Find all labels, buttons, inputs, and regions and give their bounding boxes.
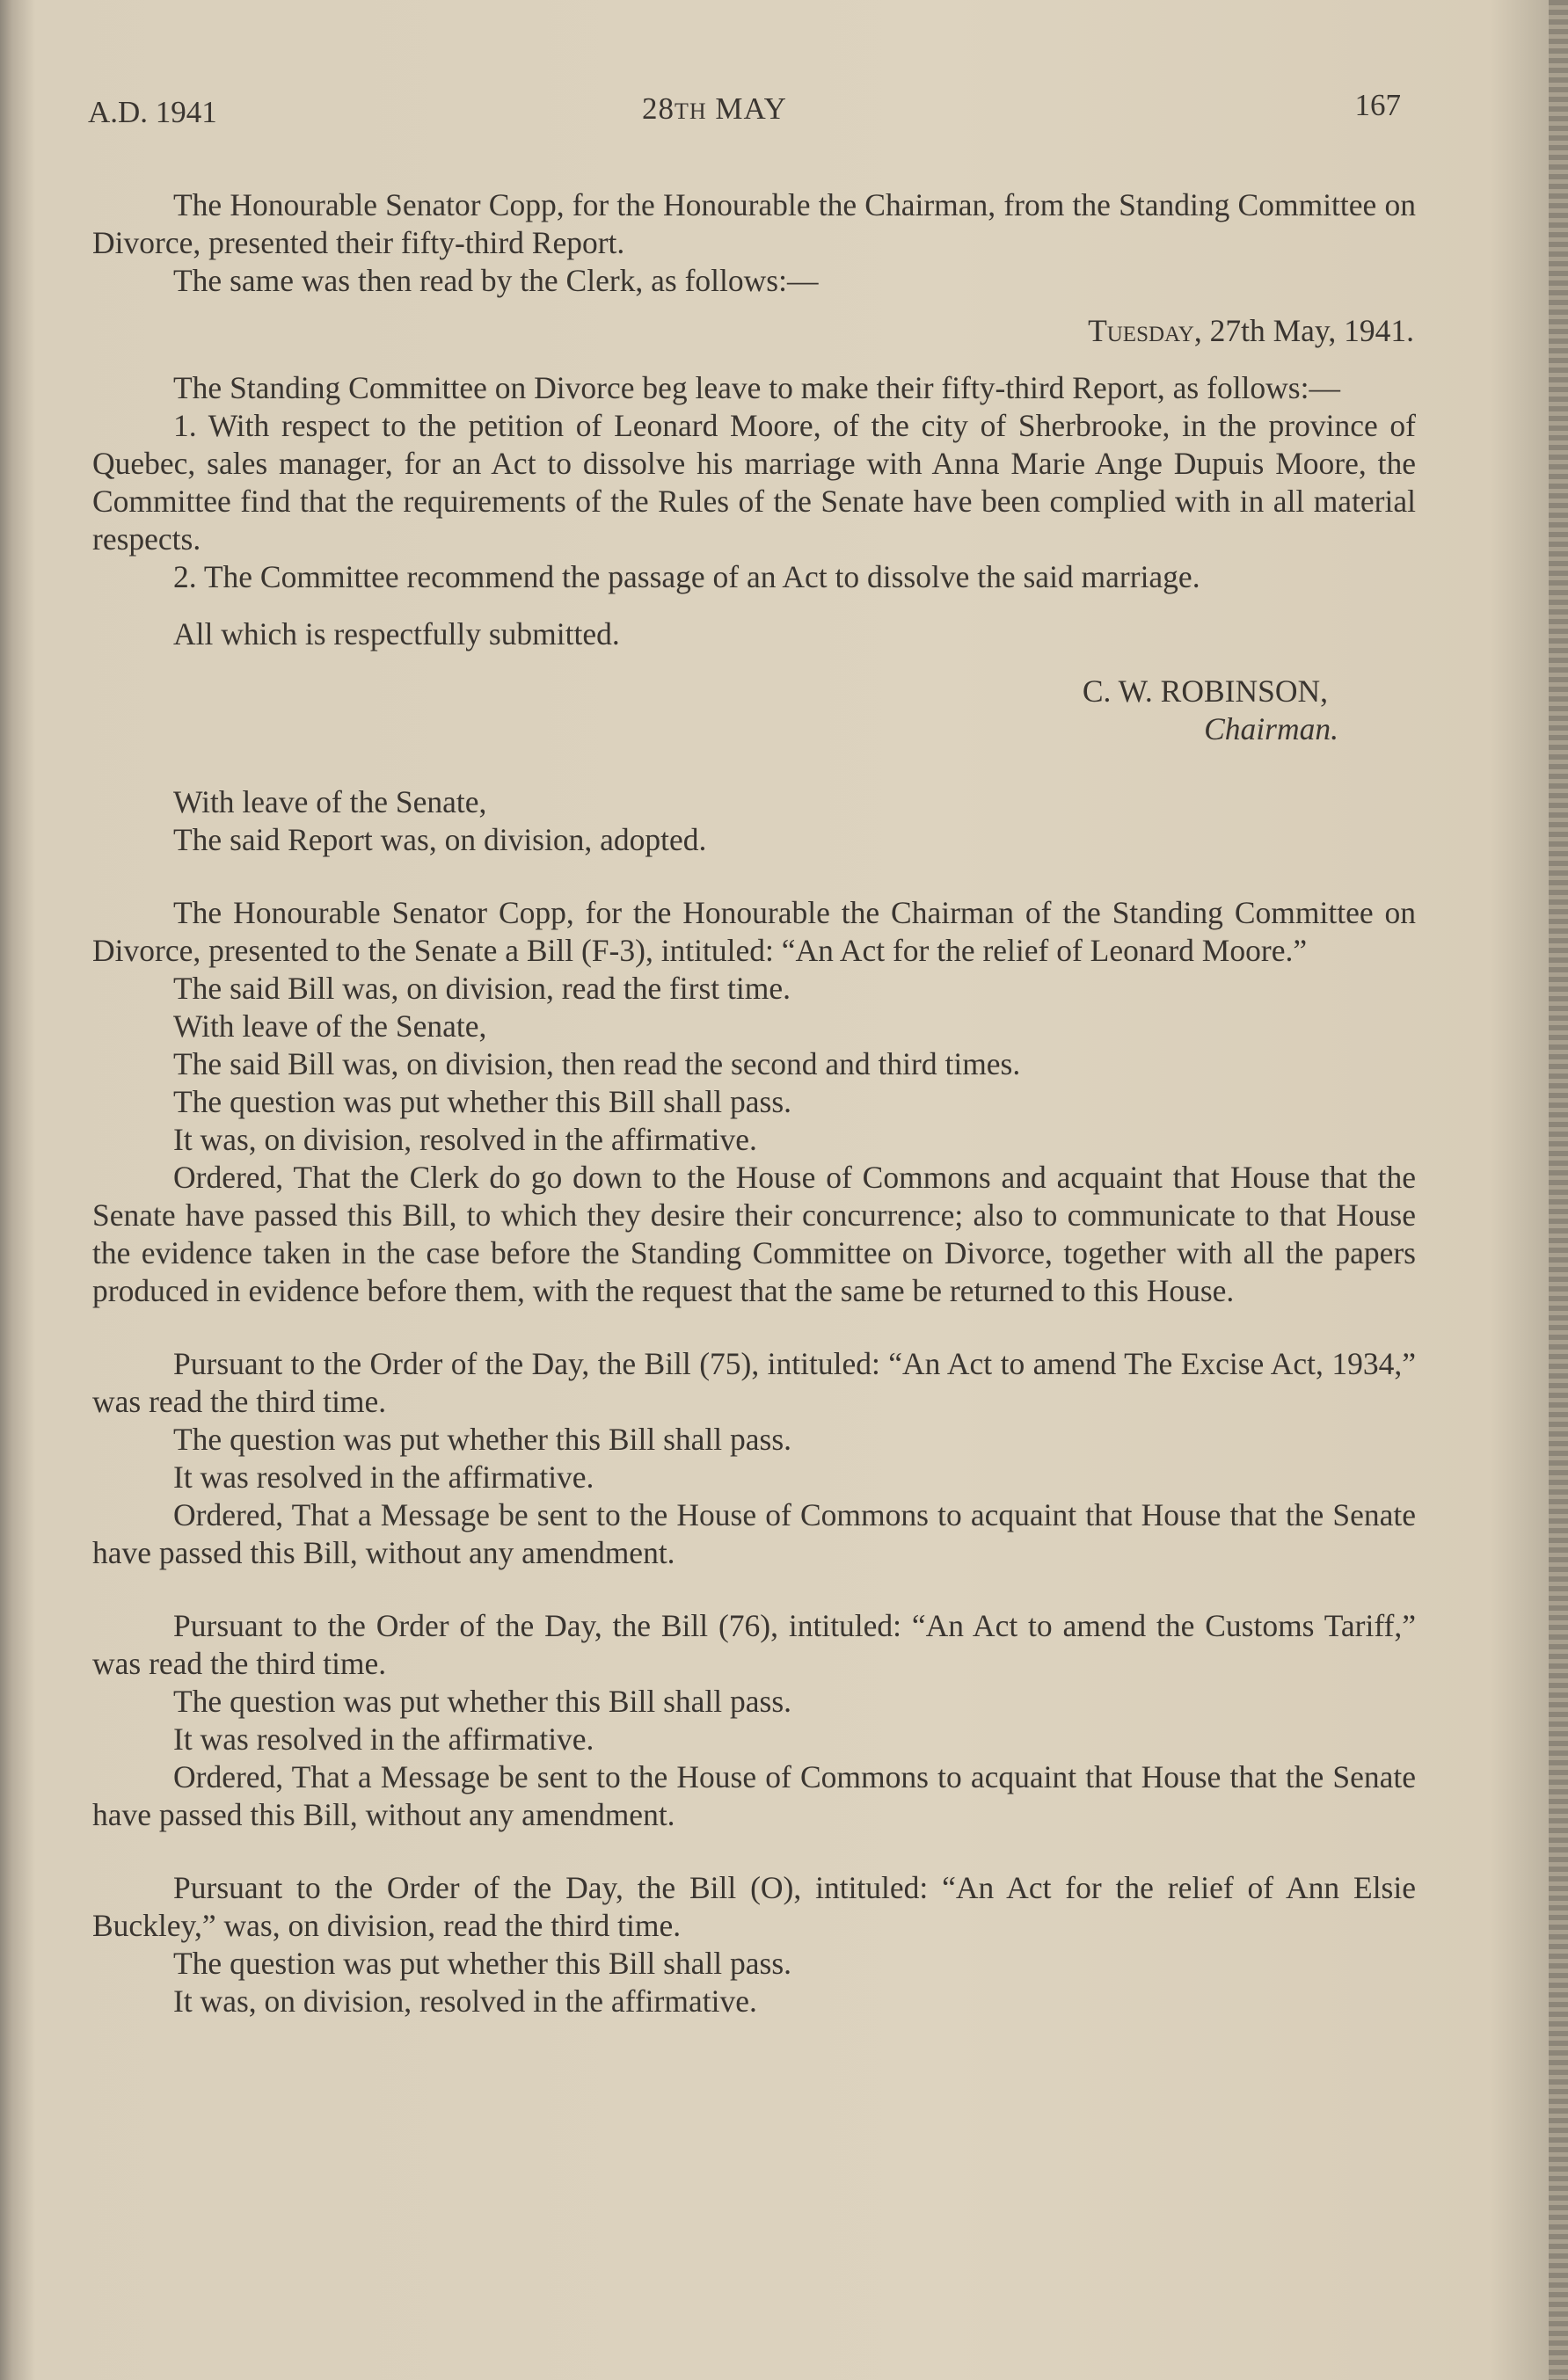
paragraph: It was resolved in the affirmative. <box>173 1721 594 1757</box>
paragraph: All which is respectfully submitted. <box>173 616 620 651</box>
paragraph: Ordered, That the Clerk do go down to the House of Commons and acquaint that House that the Senate have passed this Bill, to which they desire their concurrence; also to communicate to that House the evidence taken in the case before the Standing Committee on Divorce, together with all the papers produced in evidence before them, with the request that the same be returned to this House. <box>92 1160 1416 1308</box>
paragraph: The same was then read by the Clerk, as follows:— <box>173 263 819 298</box>
binding-edge <box>1549 0 1568 2380</box>
header-month: MAY <box>715 91 787 126</box>
paragraph: It was resolved in the affirmative. <box>173 1459 594 1495</box>
signatory-name: C. W. ROBINSON, <box>1082 673 1328 709</box>
paragraph: Pursuant to the Order of the Day, the Bill (75), intituled: “An Act to amend The Excise Act, 1934,” was read the third time. <box>92 1346 1416 1419</box>
page-body <box>92 186 1416 2020</box>
paragraph: The question was put whether this Bill shall pass. <box>173 1422 792 1457</box>
header-day: 28 <box>642 91 675 126</box>
paragraph: The said Report was, on division, adopted. <box>173 822 707 857</box>
paragraph: Ordered, That a Message be sent to the House of Commons to acquaint that House that the Senate have passed this Bill, without any amendment. <box>92 1497 1416 1570</box>
bill-76-section <box>92 1607 1416 1834</box>
adoption-section <box>92 783 1416 859</box>
report-date <box>92 312 1416 350</box>
bill-o-section <box>92 1869 1416 2020</box>
paragraph: The question was put whether this Bill shall pass. <box>173 1684 792 1719</box>
paragraph: The Honourable Senator Copp, for the Honourable the Chairman, from the Standing Committee on Divorce, presented their fifty-third Report. <box>92 187 1416 260</box>
paragraph: 2. The Committee recommend the passage of an Act to dissolve the said marriage. <box>173 559 1200 594</box>
paragraph: The question was put whether this Bill shall pass. <box>173 1084 792 1119</box>
paragraph: It was, on division, resolved in the affirmative. <box>173 1983 757 2019</box>
paragraph: Pursuant to the Order of the Day, the Bill (76), intituled: “An Act to amend the Customs Tariff,” was read the third time. <box>92 1608 1416 1681</box>
paragraph: The Standing Committee on Divorce beg leave to make their fifty-third Report, as follows:— <box>173 370 1340 405</box>
header-day-suffix: TH <box>675 98 707 124</box>
paragraph: The said Bill was, on division, read the first time. <box>173 971 791 1006</box>
paragraph: The question was put whether this Bill shall pass. <box>173 1946 792 1981</box>
running-header <box>88 88 1401 132</box>
page-number: 167 <box>1354 88 1401 122</box>
paragraph: The Honourable Senator Copp, for the Honourable the Chairman of the Standing Committee on Divorce, presented to the Senate a Bill (F-3), intituled: “An Act for the relief of Leonard Moore.” <box>92 895 1416 968</box>
paragraph: It was, on division, resolved in the affirmative. <box>173 1122 757 1157</box>
paragraph: The said Bill was, on division, then read the second and third times. <box>173 1046 1021 1081</box>
bill-f3-section <box>92 894 1416 1310</box>
paragraph: Pursuant to the Order of the Day, the Bill (O), intituled: “An Act for the relief of Ann Elsie Buckley,” was, on division, read the third time. <box>92 1870 1416 1943</box>
paragraph: With leave of the Senate, <box>173 784 487 819</box>
paragraph: With leave of the Senate, <box>173 1008 487 1044</box>
paragraph: Ordered, That a Message be sent to the House of Commons to acquaint that House that the Senate have passed this Bill, without any amendment. <box>92 1759 1416 1832</box>
bill-75-section <box>92 1345 1416 1572</box>
paragraph: 1. With respect to the petition of Leonard Moore, of the city of Sherbrooke, in the province of Quebec, sales manager, for an Act to dissolve his marriage with Anna Marie Ange Dupuis Moore, the Committee find that the requirements of the Rules of the Senate have been complied with in all material respects. <box>92 408 1416 557</box>
report-date-rest: , 27th May, 1941. <box>1193 313 1414 348</box>
header-date <box>642 91 787 127</box>
header-year: A.D. 1941 <box>88 95 217 129</box>
signatory-role: Chairman. <box>1204 711 1338 746</box>
committee-report-section <box>92 186 1416 748</box>
report-date-day: Tuesday <box>1088 313 1194 348</box>
